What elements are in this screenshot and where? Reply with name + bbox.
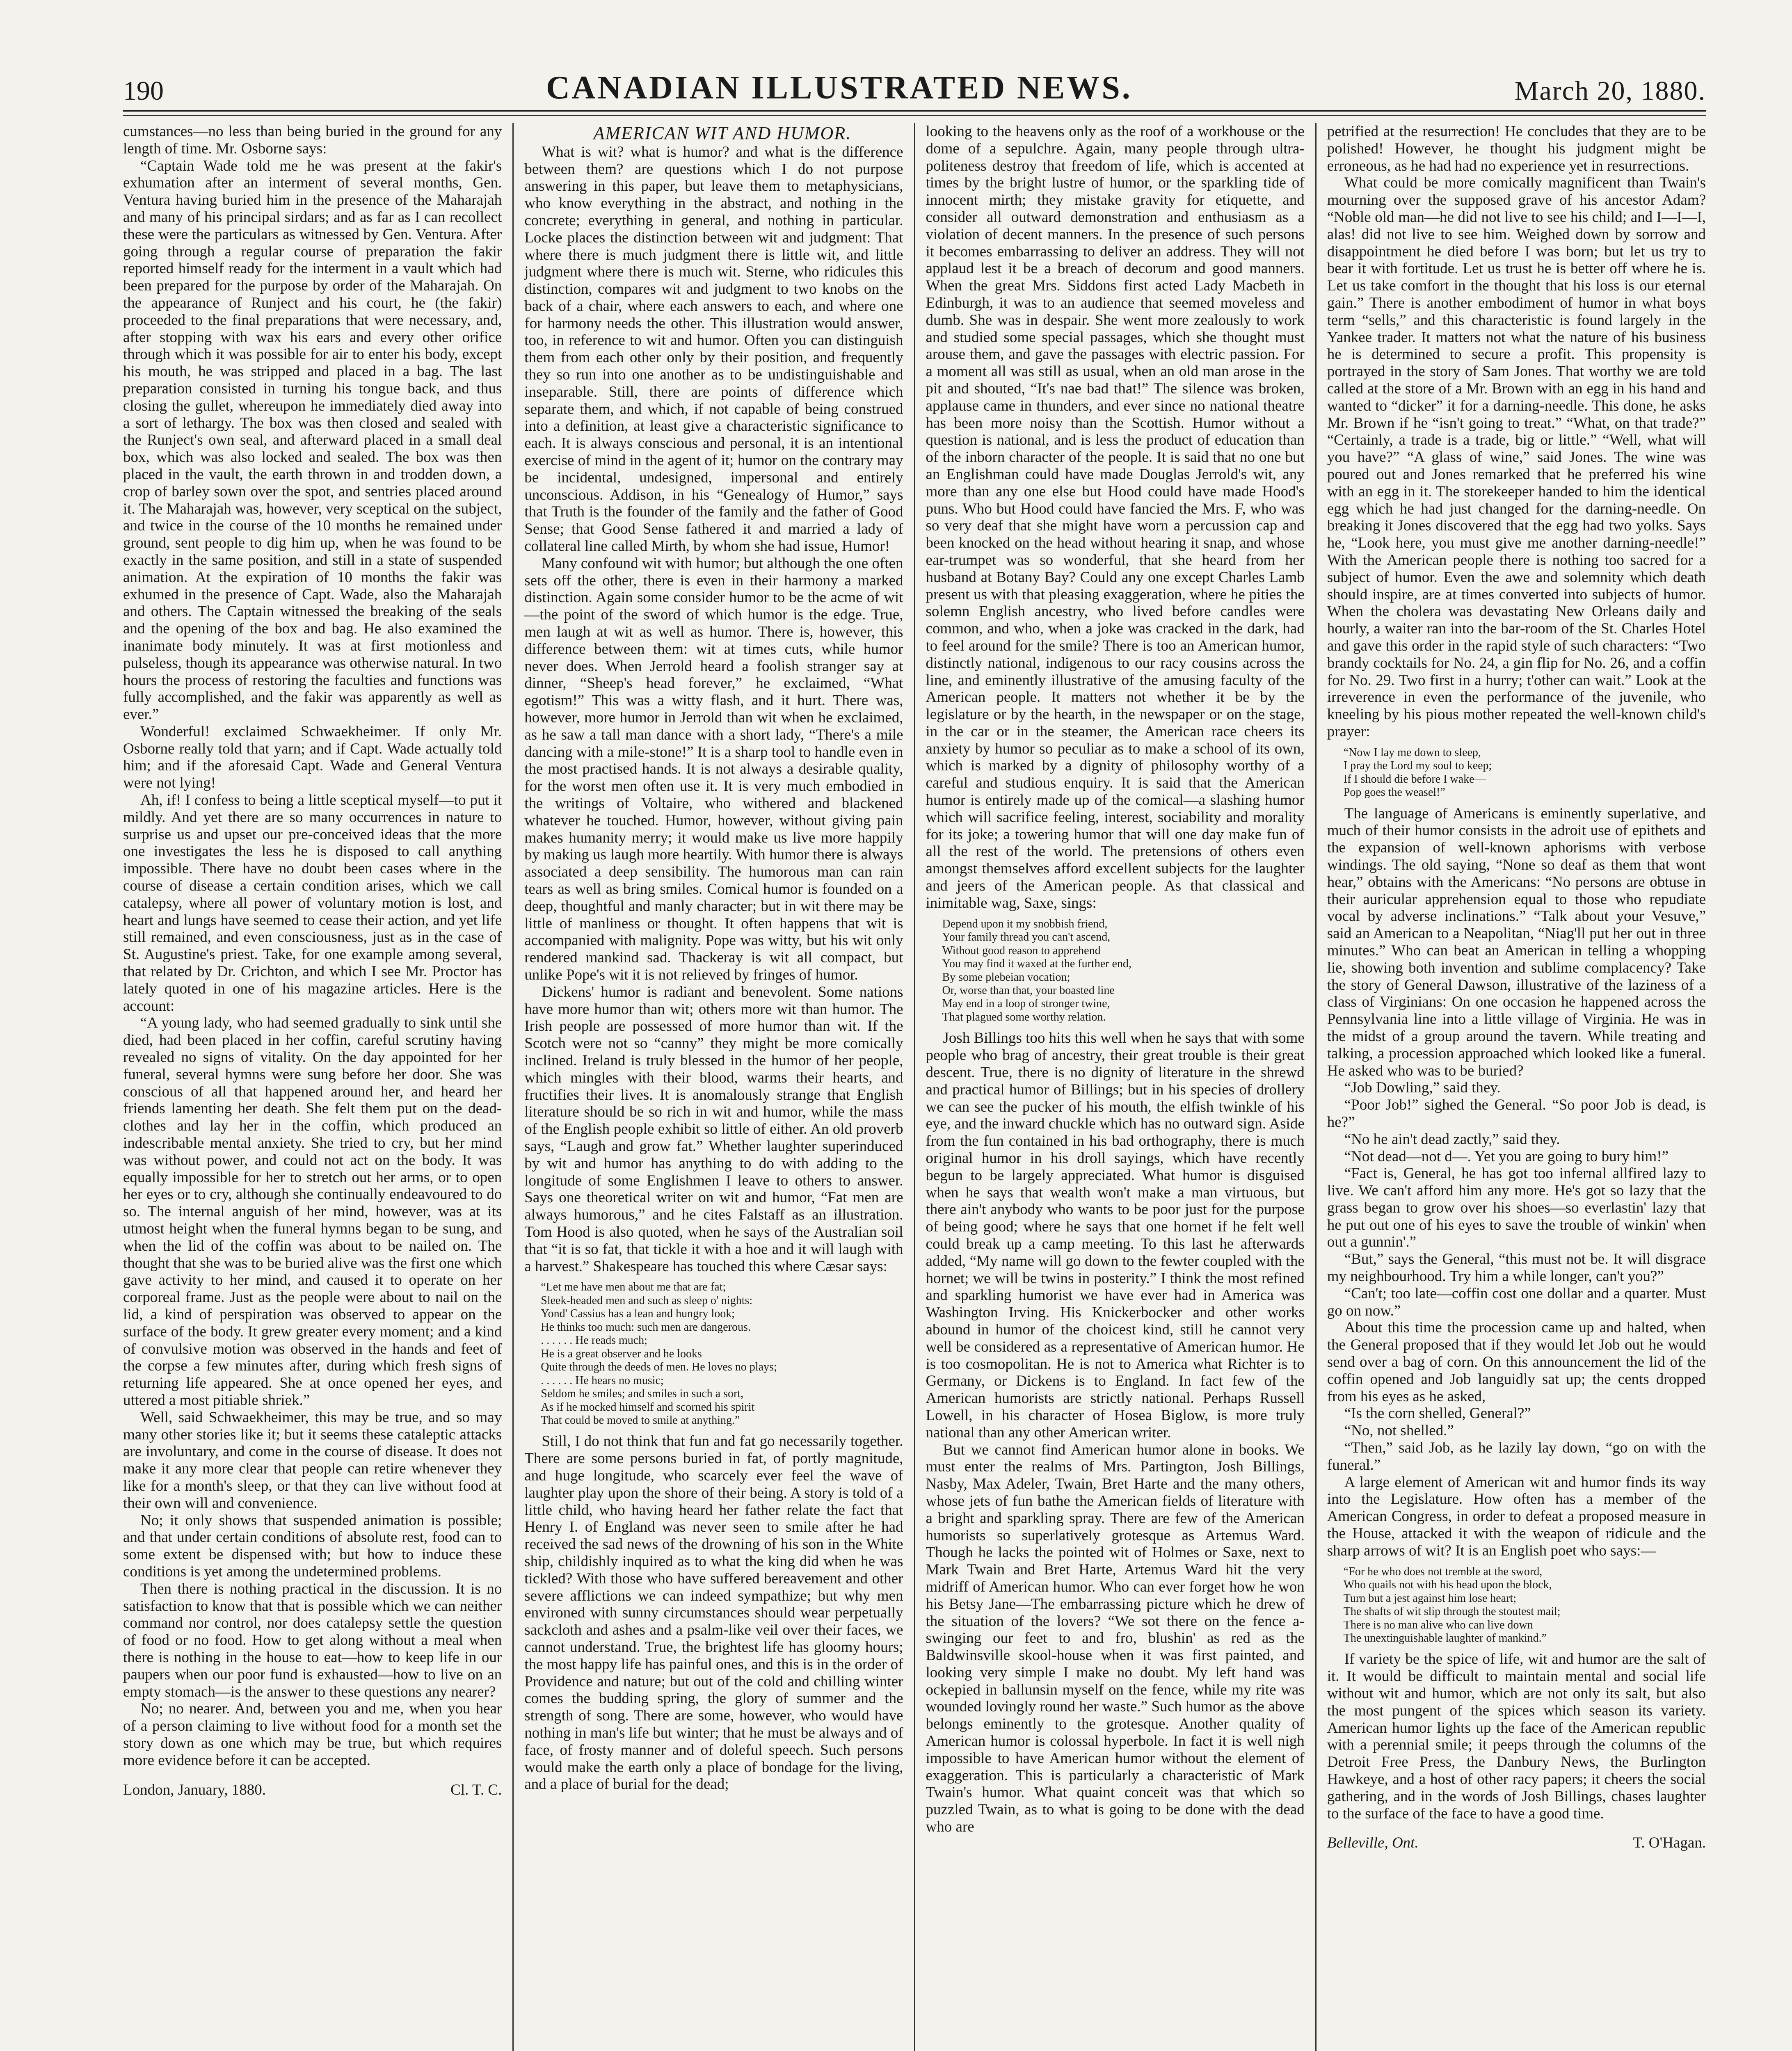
verse-line: Your family thread you can't ascend, bbox=[942, 931, 1111, 944]
article-title: AMERICAN WIT AND HUMOR. bbox=[593, 123, 852, 143]
column-1-signature-line bbox=[123, 1781, 502, 1799]
verse-line: Depend upon it my snobbish friend, bbox=[942, 917, 1108, 930]
paragraph: “Job Dowling,” said they. bbox=[1344, 1079, 1501, 1096]
column-2-text-a bbox=[524, 144, 903, 1275]
verse-line: There is no man alive who can live down bbox=[1343, 1618, 1533, 1631]
page-number: 190 bbox=[123, 76, 164, 106]
column-4-text-b bbox=[1327, 805, 1706, 1560]
verse-line: “Let me have men about me that are fat; bbox=[541, 1281, 726, 1294]
header-rule-thin bbox=[123, 115, 1706, 116]
paper-title: CANADIAN ILLUSTRATED NEWS. bbox=[546, 70, 1132, 106]
column-4-text-c bbox=[1327, 1651, 1706, 1822]
verse-line: “Now I lay me down to sleep, bbox=[1343, 746, 1481, 759]
paragraph: “Is the corn shelled, General?” bbox=[1344, 1405, 1531, 1422]
paragraph: “Not dead—not d—. Yet you are going to bury him!” bbox=[1344, 1148, 1669, 1165]
verse-line: As if he mocked himself and scorned his spirit bbox=[541, 1400, 755, 1414]
location: Belleville, Ont. bbox=[1327, 1834, 1419, 1852]
paragraph: But we cannot find American humor alone in books. We must enter the realms of Mrs. Partington, Josh Billings, Nasby, Max Adeler, Twain, Bret Harte and the many others, whose jets of fun bathe the American fields of literature with a bright and sparkling spray. There are few of the American humorists so superlatively grotesque as Artemus Ward. Though he lacks the pointed wit of Holmes or Saxe, next to Mark Twain and Bret Harte, Artemus Ward hit the very midriff of American humor. Who can ever forget how he won his Betsy Jane—The embarrassing picture which he drew of the situation of the lovers? “We sot there on the fence a-swinging our feet to and fro, blushin' as red as the Baldwinsville skool-house when it was first painted, and looking very simple I make no doubt. My left hand was ockepied in ballunsin myself on the fence, while my rite was wounded lovingly round her waste.” Such humor as the above belongs eminently to the grotesque. Another quality of American humor is colossal hyperbole. In fact it is well nigh impossible to have American humor without the element of exaggeration. This is particularly a characteristic of Mark Twain's humor. What quaint conceit was that which so puzzled Twain, as to what is going to be done with the dead who are bbox=[926, 1441, 1305, 1836]
article-columns bbox=[123, 123, 1706, 2051]
paragraph: Josh Billings too hits this well when he says that with some people who brag of ancestry, their great trouble is their great descent. True, there is no dignity of literature in the shrewd and practical humor of Billings; but in his species of drollery we can see the pucker of his mouth, the elfish twinkle of his eye, and the inward chuckle which has no outward sign. Aside from the fun contained in his bad orthography, there is much original humor in his droll sayings, which have recently begun to be largely appreciated. What humor is disguised when he says that wealth won't make a man virtuous, but there ain't anybody who wants to be poor just for the purpose of being good; where he says that one hornet if he felt well could break up a camp meeting. To this last he afterwards added, “My name will go down to the fewter coupled with the hornet; we will be twins in posterity.” I think the most refined and sparkling humorist we have ever had in America was Washington Irving. His Knickerbocker and other works abound in humor of the choicest kind, still he cannot very well be considered as a representative of American humor. He is too cosmopolitan. He is not to America what Richter is to Germany, or Dickens is to England. In fact few of the American humorists are strictly national. Perhaps Russell Lowell, in his character of Hosea Biglow, is more truly national than any other American writer. bbox=[926, 1030, 1305, 1441]
column-1 bbox=[123, 123, 512, 2051]
verse-line: Quite through the deeds of men. He loves no plays; bbox=[541, 1361, 777, 1374]
verse-line: He thinks too much: such men are dangerous. bbox=[541, 1320, 751, 1334]
paragraph: “Can't; too late—coffin cost one dollar and a quarter. Must go on now.” bbox=[1327, 1285, 1706, 1319]
issue-date: March 20, 1880. bbox=[1514, 76, 1706, 106]
verse-line: . . . . . . He hears no music; bbox=[541, 1374, 664, 1387]
column-3-text-b bbox=[926, 1030, 1305, 1835]
verse-line: Seldom he smiles; and smiles in such a sort, bbox=[541, 1387, 744, 1400]
verse-line: May end in a loop of stronger twine, bbox=[942, 997, 1110, 1010]
paragraph: Ah, if! I confess to being a little sceptical myself—to put it mildly. And yet there are so many occurrences in nature to surprise us and upset our pre-conceived ideas that the more one investigates the less he is disposed to call anything impossible. There have no doubt been cases where in the course of disease a certain condition arises, which we call catalepsy, where all power of voluntary motion is lost, and heart and lungs have seemed to cease their action, and yet life still remained, and even consciousness, just as in the case of St. Augustine's priest. Take, for one example among several, that related by Dr. Crichton, and which I see Mr. Proctor has lately quoted in one of his magazine articles. Here is the account: bbox=[123, 792, 502, 1014]
verse-line: Pop goes the weasel!” bbox=[1343, 786, 1445, 799]
paragraph: A large element of American wit and humor finds its way into the Legislature. How often has a member of the American Congress, in order to defeat a proposed measure in the House, attacked it with the weapon of ridicule and the sharp arrows of wit? It is an English poet who says:— bbox=[1327, 1473, 1706, 1559]
paragraph: looking to the heavens only as the roof of a workhouse or the dome of a sepulchre. Again, many people through ultra-politeness destroy that freedom of life, which is accented at times by the bright lustre of humor, or the sparkling tide of innocent mirth; they mistake gravity for etiquette, and consider all outward demonstration and enthusiasm as a violation of decent manners. In the presence of such persons it becomes embarrassing to deliver an address. They will not applaud lest it be a breach of decorum and good manners. When the great Mrs. Siddons first acted Lady Macbeth in Edinburgh, it was to an audience that seemed moveless and dumb. She was in despair. She went more zealously to work and studied some special passages, which she thought must arouse them, and gave the passages with electric passion. For a moment all was still as usual, when an old man arose in the pit and shouted, “It's nae bad that!” The silence was broken, applause came in thunders, and ever since no national theatre has been more noisy than the Scottish. Humor without a question is national, and is less the product of education than of the inborn character of the people. It is said that no one but an Englishman could have made Douglas Jerrold's wit, any more than any one else but Hood could have made Hood's puns. Who but Hood could have fancied the Mrs. F, who was so very deaf that she might have worn a percussion cap and been knocked on the head without hearing it snap, and whose ear-trumpet was so wonderful, that she heard from her husband at Botany Bay? Could any one except Charles Lamb present us with that pleasing exaggeration, where he pities the solemn English ancestry, who lived before candles were common, and who, when a joke was cracked in the dark, had to feel around for the smile? There is too an American humor, distinctly national, indigenous to our racy cousins across the line, and eminently illustrative of the amusing faculty of the American people. It matters not whether it be by the legislature or by the hearth, in the newspaper or on the stage, in the car or in the steamer, the American race cheers its anxiety by humor so peculiar as to make a school of its own, which is marked by a dignity of philosophy worthy of a careful and studious enquiry. It is said that the American humor is entirely made up of the comical—a slashing humor which will sacrifice feeling, interest, sociability and morality for its joke; a towering humor that will one day make fun of all the rest of the world. The pretensions of others even amongst themselves afford excellent subjects for the laughter and jeers of the American people. As that classical and inimitable wag, Saxe, sings: bbox=[926, 123, 1305, 911]
paragraph: Well, said Schwaekheimer, this may be true, and so may many other stories like it; but it seems these cataleptic attacks are involuntary, and come in the course of disease. It does not make it any more clear that people can retire whenever they like for a month's sleep, or that they can live without food at their own will and convenience. bbox=[123, 1409, 502, 1512]
column-4 bbox=[1315, 123, 1706, 2051]
verse-line: Sleek-headed men and such as sleep o' nights: bbox=[541, 1294, 753, 1307]
column-4-verse bbox=[1344, 746, 1706, 799]
column-3-text-a bbox=[926, 123, 1305, 912]
column-3 bbox=[914, 123, 1315, 2051]
paragraph: Wonderful! exclaimed Schwaekheimer. If only Mr. Osborne really told that yarn; and if Capt. Wade actually told him; and if the aforesaid Capt. Wade and General Ventura were not lying! bbox=[123, 723, 502, 792]
author: T. O'Hagan. bbox=[1633, 1834, 1706, 1852]
paragraph: “Then,” said Job, as he lazily lay down, “go on with the funeral.” bbox=[1327, 1439, 1706, 1473]
column-4-signature-line bbox=[1327, 1834, 1706, 1852]
verse-line: If I should die before I wake— bbox=[1343, 772, 1486, 786]
paragraph: About this time the procession came up and halted, when the General proposed that if they would let Job out he would send over a bag of corn. On this announcement the lid of the coffin opened and Job languidly sat up; the cents dropped from his eyes as he asked, bbox=[1327, 1319, 1706, 1405]
verse-line: You may find it waxed at the further end, bbox=[942, 957, 1131, 971]
verse-line: Who quails not with his head upon the block, bbox=[1343, 1578, 1552, 1592]
signature: Cl. T. C. bbox=[450, 1781, 502, 1798]
paragraph: What could be more comically magnificent than Twain's mourning over the supposed grave of his ancestor Adam? “Noble old man—he did not live to see his child; and I—I—I, alas! did not live to see him. Weighed down by sorrow and disappointment he died before I was born; but let us try to bear it with fortitude. Let us trust he is better off where he is. Let us take comfort in the thought that his loss is our eternal gain.” There is another embodiment of humor in what boys term “sells,” and this characteristic is found largely in the Yankee trader. It matters not what the nature of his business he is determined to secure a profit. This propensity is portrayed in the story of Sam Jones. That worthy we are told called at the store of a Mr. Brown with an egg in his hand and wanted to “dicker” it for a darning-needle. This done, he asks Mr. Brown if he “isn't going to treat.” “What, on that trade?” “Certainly, a trade is a trade, big or little.” “Well, what will you have?” “A glass of wine,” said Jones. The wine was poured out and Jones remarked that he preferred his wine with an egg in it. The storekeeper handed to him the identical egg which he had just changed for the darning-needle. On breaking it Jones discovered that the egg had two yolks. Says he, “Look here, you must give me another darning-needle!” With the American people there is nothing too sacred for a subject of humor. Even the awe and solemnity which death should inspire, are at times converted into subjects of humor. When the cholera was devastating New Orleans daily and hourly, a waiter ran into the bar-room of the St. Charles Hotel and gave this order in the rapid style of such characters: “Two brandy cocktails for No. 24, a gin flip for No. 26, and a coffin for No. 29. Two first in a hurry; t'other can wait.” Look at the irreverence in even the performance of the juvenile, who kneeling by his pious mother repeated the well-known child's prayer: bbox=[1327, 174, 1706, 740]
verse-line: I pray the Lord my soul to keep; bbox=[1343, 759, 1492, 772]
paragraph: cumstances—no less than being buried in the ground for any length of time. Mr. Osborne says: bbox=[123, 123, 502, 157]
paragraph: If variety be the spice of life, wit and humor are the salt of it. It would be difficult to maintain mental and social life without wit and humor, which are not only its salt, but also the most pungent of the spices which season its variety. American humor lights up the face of the American republic with a perennial smile; it peeps through the columns of the Detroit Free Press, the Danbury News, the Burlington Hawkeye, and a host of other racy papers; it cheers the social gathering, and in the words of Josh Billings, chases laughter to the surface of the face to have a good time. bbox=[1327, 1651, 1706, 1822]
paragraph: “But,” says the General, “this must not be. It will disgrace my neighbourhood. Try him a while longer, can't you?” bbox=[1327, 1251, 1706, 1285]
verse-line: Yond' Cassius has a lean and hungry look; bbox=[541, 1307, 735, 1320]
column-3-verse bbox=[942, 918, 1305, 1024]
verse-line: . . . . . . He reads much; bbox=[541, 1334, 647, 1347]
paragraph: “No, not shelled.” bbox=[1344, 1422, 1454, 1439]
verse-line: The shafts of wit slip through the stoutest mail; bbox=[1343, 1605, 1561, 1618]
column-1-text bbox=[123, 123, 502, 1769]
column-2-verse bbox=[541, 1281, 903, 1427]
paragraph: Dickens' humor is radiant and benevolent. Some nations have more humor than wit; others more wit than humor. The Irish people are possessed of more humor than wit. If the Scotch were not so “canny” they might be more comically inclined. Ireland is truly blessed in the humor of her people, which mingles with their blood, warms their hearts, and fructifies their lives. It is anomalously strange that English literature should be so rich in wit and humor, while the mass of the English people exhibit so little of either. An old proverb says, “Laugh and grow fat.” Whether laughter superinduced by wit and humor has anything to do with adding to the longitude of some Englishmen I leave to others to answer. Says one theoretical writer on wit and humor, “Fat men are always humorous,” and he cites Falstaff as an illustration. Tom Hood is also quoted, when he says of the Australian soil that “it is so fat, that tickle it with a hoe and it will laugh with a harvest.” Shakespeare has touched this where Cæsar says: bbox=[524, 983, 903, 1275]
column-4-text-a bbox=[1327, 123, 1706, 740]
verse-line: Without good reason to apprehend bbox=[942, 944, 1101, 957]
verse-line: By some plebeian vocation; bbox=[942, 971, 1070, 984]
masthead bbox=[123, 62, 1706, 107]
paragraph: No; it only shows that suspended animation is possible; and that under certain conditions of absolute rest, food can to some extent be dispensed with; but how to induce these conditions is yet among the undetermined problems. bbox=[123, 1512, 502, 1580]
verse-line: He is a great observer and he looks bbox=[541, 1347, 702, 1360]
paragraph: Then there is nothing practical in the discussion. It is no satisfaction to know that that is possible which we can neither command nor control, nor does catalepsy settle the question of food or no food. How to get along without a meal when there is nothing in the house to eat—how to keep life in our paupers when our poor fund is exhausted—how to live on an empty stomach—is the answer to these questions any nearer? bbox=[123, 1580, 502, 1700]
paragraph: Many confound wit with humor; but although the one often sets off the other, there is even in their harmony a marked distinction. Again some consider humor to be the acme of wit—the point of the sword of which humor is the edge. True, men laugh at wit as well as humor. There is, however, this difference between them: wit at times cuts, while humor never does. When Jerrold heard a foolish stranger say at dinner, “Sheep's head forever,” he exclaimed, “What egotism!” This was a witty flash, and it hurt. There was, however, more humor in Jerrold than wit when he exclaimed, as he saw a tall man dance with a short lady, “There's a mile dancing with a mile-stone!” It is a sharp tool to handle even in the most practised hands. It is not always a desirable quality, for the worst men often use it. It is very much embodied in the writings of Voltaire, who withered and blackened whatever he touched. Humor, however, without giving pain makes humanity merry; it would make us live more happily by making us laugh more heartily. With humor there is always associated a deep sensibility. The humorous man can rain tears as well as bring smiles. Comical humor is founded on a deep, thoughtful and manly character; but in wit there may be little of manliness or thought. It often happens that wit is accompanied with malignity. Pope was witty, but his wit only rendered mankind sad. Thackeray is wit all compact, but unlike Pope's wit it is not relieved by fringes of humor. bbox=[524, 555, 903, 983]
paragraph: The language of Americans is eminently superlative, and much of their humor consists in the adroit use of epithets and the expansion of well-known aphorisms with verbose windings. The old saying, “None so deaf as them that wont hear,” obtains with the Americans: “No persons are obtuse in their auricular apprehension equal to those who repudiate vocal by adverse inclinations.” “Talk about your Vesuve,” said an American to a Neapolitan, “Niag'll put her out in three minutes.” Who can beat an American in telling a whopping lie, showing both invention and sublime complacency? Take the story of General Dawson, illustrative of the laziness of a class of Virginians: On one occasion he happened across the Pennsylvania line into a little village of Virginia. He was in the midst of a group around the tavern. While treating and talking, a procession approached which looked like a funeral. He asked who was to be buried? bbox=[1327, 805, 1706, 1079]
dateline: London, January, 1880. bbox=[123, 1781, 266, 1798]
paragraph: “Fact is, General, he has got too infernal allfired lazy to live. We can't afford him any more. He's got so lazy that the grass began to grow over his shoes—so everlastin' lazy that he put out one of his eyes to save the trouble of winkin' when out a gunnin'.” bbox=[1327, 1165, 1706, 1251]
verse-line: Turn but a jest against him lose heart; bbox=[1343, 1592, 1516, 1605]
verse-line: The unextinguishable laughter of mankind.” bbox=[1343, 1631, 1547, 1644]
paragraph: “Poor Job!” sighed the General. “So poor Job is dead, is he?” bbox=[1327, 1096, 1706, 1131]
paragraph: “No he ain't dead zactly,” said they. bbox=[1344, 1131, 1560, 1148]
column-2-text-b bbox=[524, 1433, 903, 1793]
paragraph: petrified at the resurrection! He concludes that they are to be polished! However, he thought his judgment might be erroneous, as he had had no experience yet in resurrections. bbox=[1327, 123, 1706, 174]
verse-line: That plagued some worthy relation. bbox=[942, 1010, 1106, 1023]
verse-line: That could be moved to smile at anything.” bbox=[541, 1414, 740, 1427]
column-4-verse-2 bbox=[1344, 1565, 1706, 1645]
paragraph: Still, I do not think that fun and fat go necessarily together. There are some persons buried in fat, of portly magnitude, and huge longitude, who scarcely ever feel the wave of laughter play upon the shore of their being. A story is told of a little child, who having heard her father relate the fact that Henry I. of England was never seen to smile after he had received the sad news of the drowning of his son in the White ship, childishly inquired as to what the king did when he was tickled? With those who have suffered bereavement and other severe afflictions we can indeed sympathize; but why men environed with sunny circumstances should wear perpetually sackcloth and ashes and a psalm-like veil over their faces, we cannot understand. True, the brightest life has gloomy hours; the most happy life has painful ones, and this is in the order of Providence and nature; but out of the cold and chilling winter comes the budding spring, the glory of summer and the strength of song. There are some, however, who would have nothing in man's life but winter; that he must be always and of face, of frosty manner and of doleful speech. Such persons would make the earth only a place of bondage for the living, and a place of burial for the dead; bbox=[524, 1433, 903, 1793]
verse-line: Or, worse than that, your boasted line bbox=[942, 984, 1115, 997]
column-2 bbox=[512, 123, 914, 2051]
verse-line: “For he who does not tremble at the sword, bbox=[1343, 1565, 1543, 1578]
paragraph: What is wit? what is humor? and what is the difference between them? are questions which I do not purpose answering in this paper, but leave them to metaphysicians, who know everything in the abstract, and nothing in the concrete; everything in general, and nothing in particular. Locke places the distinction between wit and judgment: That where there is much judgment there is little wit, and little judgment where there is much wit. Sterne, who ridicules this distinction, compares wit and judgment to two knobs on the back of a chair, where each answers to each, and where one for harmony needs the other. This illustration would answer, too, in reference to wit and humor. Often you can distinguish them from each other only by their position, and frequently they so run into one another as to be undistinguishable and inseparable. Still, there are points of difference which separate them, and which, if not capable of being construed into a definition, at least give a characteristic significance to each. It is always conscious and personal, it is an intentional exercise of mind in the agent of it; humor on the contrary may be incidental, undesigned, impersonal and entirely unconscious. Addison, in his “Genealogy of Humor,” says that Truth is the founder of the family and the father of Good Sense; that Good Sense fathered it and married a lady of collateral line called Mirth, by whom she had issue, Humor! bbox=[524, 143, 903, 555]
paragraph: “Captain Wade told me he was present at the fakir's exhumation after an interment of several months, Gen. Ventura having buried him in the presence of the Maharajah and many of his principal sirdars; and as far as I can recollect these were the particulars as witnessed by Gen. Ventura. After going through a regular course of preparation the fakir reported himself ready for the interment in a vault which had been prepared for the purpose by order of the Maharajah. On the appearance of Runject and his court, he (the fakir) proceeded to the final preparations that were necessary, and, after stopping with wax his ears and every other orifice through which it was possible for air to enter his body, except his mouth, he was stripped and placed in a bag. The last preparation consisted in turning his tongue back, and thus closing the gullet, whereupon he immediately died away into a sort of lethargy. The box was then closed and sealed with the Runject's own seal, and afterward placed in a small deal box, which was also locked and sealed. The box was then placed in the vault, the earth thrown in and trodden down, a crop of barley sown over the spot, and sentries placed around it. The Maharajah was, however, very sceptical on the subject, and twice in the course of the 10 months he remained under ground, sent people to dig him up, when he was found to be exactly in the same position, and still in a state of suspended animation. At the expiration of 10 months the fakir was exhumed in the presence of Capt. Wade, also the Maharajah and others. The Captain witnessed the breaking of the seals and the opening of the box and bag. He also examined the inanimate body minutely. It was at first motionless and pulseless, though its appearance was otherwise natural. In two hours the process of restoring the faculties and functions was fully accomplished, and the fakir was apparently as well as ever.” bbox=[123, 157, 502, 723]
header-rule bbox=[123, 110, 1706, 112]
paragraph: “A young lady, who had seemed gradually to sink until she died, had been placed in her coffin, careful scrutiny having revealed no signs of vitality. On the day appointed for her funeral, several hymns were sung before her door. She was conscious of all that happened around her, and heard her friends lamenting her death. She felt them put on the dead-clothes and lay her in the coffin, which produced an indescribable mental anxiety. She tried to cry, but her mind was without power, and could not act on the body. It was equally impossible for her to stretch out her arms, or to open her eyes or to cry, although she continually endeavoured to do so. The internal anguish of her mind, however, was at its utmost height when the funeral hymns began to be sung, and when the lid of the coffin was about to be nailed on. The thought that she was to be buried alive was the first one which gave activity to her mind, and caused it to operate on her corporeal frame. Just as the people were about to nail on the lid, a kind of perspiration was observed to appear on the surface of the body. It grew greater every moment; and a kind of convulsive motion was observed in the hands and feet of the corpse a few minutes after, during which fresh signs of returning life appeared. She at once opened her eyes, and uttered a most pitiable shriek.” bbox=[123, 1014, 502, 1409]
paragraph: No; no nearer. And, between you and me, when you hear of a person claiming to live without food for a month set the story down as one which may be true, but which requires more evidence before it can be accepted. bbox=[123, 1700, 502, 1769]
